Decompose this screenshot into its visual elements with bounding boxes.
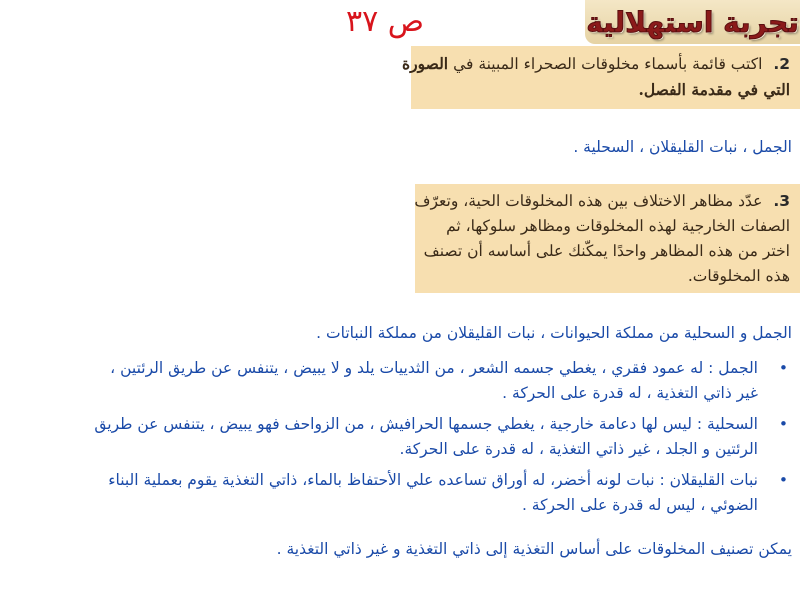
question-2-line-3: اختر من هذه المظاهر واحدًا يمكّنك على أساسه أن تصنف [423, 242, 790, 260]
list-item-line: الضوئي ، ليس له قدرة على الحركة . [521, 496, 758, 514]
classification-list [8, 356, 792, 524]
question-1-number: 2. [773, 55, 790, 73]
bullet-icon: • [778, 471, 788, 489]
question-2-number: 3. [773, 192, 790, 210]
question-1-text: اكتب قائمة بأسماء مخلوقات الصحراء المبينة في [453, 55, 763, 73]
list-item-camel [8, 356, 792, 406]
question-2-text-1: عدّد مظاهر الاختلاف بين هذه المخلوقات الحية، وتعرّف [414, 192, 763, 210]
list-item-line: الرئتين و الجلد ، غير ذاتي التغذية ، له قدرة على الحركة. [399, 440, 758, 458]
answer-2-intro: الجمل و السحلية من مملكة الحيوانات ، نبات القليقلان من مملكة النباتات . [316, 324, 792, 342]
question-1-bold-word: الصورة [402, 54, 449, 73]
section-badge-title: تجربة استهلالية [586, 5, 799, 39]
list-item-line: الجمل : له عمود فقري ، يغطي جسمه الشعر ، من الثدييات يلد و لا يبيض ، يتنفس عن طريق الرئتين ، [110, 359, 758, 377]
list-item-line: غير ذاتي التغذية ، له قدرة على الحركة . [502, 384, 758, 402]
question-2-line-1 [414, 189, 790, 214]
bullet-icon: • [778, 415, 788, 433]
answer-1: الجمل ، نبات القليقلان ، السحلية . [573, 138, 792, 156]
list-item-line: نبات القليقلان : نبات لونه أخضر، له أوراق تساعده علي الأحتفاظ بالماء، ذاتي التغذية يقوم بعملية البناء [108, 471, 758, 489]
question-box-2 [415, 184, 800, 293]
question-2-line-4: هذه المخلوقات. [687, 267, 790, 285]
list-item-lizard [8, 412, 792, 462]
answer-3-classification: يمكن تصنيف المخلوقات على أساس التغذية إلى ذاتي التغذية و غير ذاتي التغذية . [276, 540, 792, 558]
list-item-plant [8, 468, 792, 518]
question-1-line-2: التي في مقدمة الفصل. [638, 80, 790, 99]
question-1-line-1 [402, 51, 790, 77]
section-badge [585, 0, 800, 44]
question-box-1 [402, 46, 800, 109]
page-number: ص ٣٧ [345, 4, 425, 39]
list-item-line: السحلية : ليس لها دعامة خارجية ، يغطي جسمها الحرافيش ، من الزواحف فهو يبيض ، يتنفس عن طريق [94, 415, 758, 433]
bullet-icon: • [778, 359, 788, 377]
question-2-line-2: الصفات الخارجية لهذه المخلوقات ومظاهر سلوكها، ثم [446, 217, 790, 235]
